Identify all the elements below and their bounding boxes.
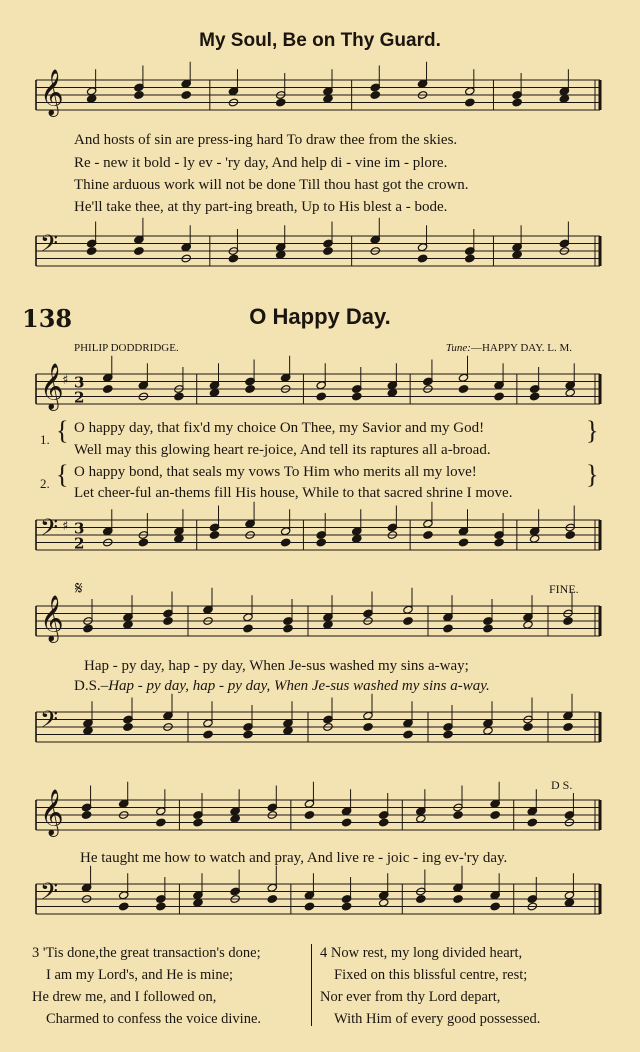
treble-staff-3 [0, 596, 640, 656]
ds-refrain-text: Hap - py day, hap - py day, When Je-sus washed my sins a-way. [108, 678, 490, 694]
hymn-title: My Soul, Be on Thy Guard. [199, 30, 441, 51]
bass-staff-2 [0, 510, 640, 570]
brace-right: } [586, 460, 599, 489]
verse-line: Well may this glowing heart re-joice, And tell its raptures all a-broad. [74, 442, 491, 458]
treble-staff-4 [0, 790, 640, 850]
tune-prefix: Tune: [445, 342, 471, 354]
treble-staff-1 [0, 70, 640, 130]
stanza-number: 4 [320, 945, 328, 961]
svg-text:𝄢: 𝄢 [40, 877, 59, 911]
hymn-title: O Happy Day. [249, 304, 391, 329]
stanza-line: He drew me, and I followed on, [32, 989, 217, 1005]
verse-number: 1. [40, 432, 50, 447]
svg-text:3: 3 [74, 373, 85, 392]
svg-text:𝄢: 𝄢 [40, 513, 59, 547]
svg-text:2: 2 [74, 388, 85, 407]
lyric-line: And hosts of sin are press-ing hard To draw thee from the skies. [74, 132, 458, 148]
stanza-line: 'Tis done,the great transaction's done; [42, 945, 261, 961]
ds-prefix: D.S.– [74, 678, 109, 694]
svg-text:𝄢: 𝄢 [40, 705, 59, 739]
ds-refrain-line [74, 678, 490, 695]
verse-line: Let cheer-ful an-thems fill His house, While to that sacred shrine I move. [74, 485, 513, 501]
fine-label: FINE. [549, 582, 579, 596]
svg-text:𝄢: 𝄢 [40, 229, 59, 263]
stanza-line: Charmed to confess the voice divine. [46, 1011, 262, 1027]
verse-number: 2. [40, 476, 50, 491]
svg-text:2: 2 [74, 534, 85, 553]
bass-staff-1 [0, 226, 640, 286]
tune-name: —HAPPY DAY. L. M. [470, 342, 572, 354]
stanza-line: Now rest, my long divided heart, [330, 945, 523, 961]
stanza-line: Nor ever from thy Lord depart, [320, 989, 501, 1005]
bass-staff-3 [0, 702, 640, 762]
verse-line: O happy bond, that seals my vows To Him who merits all my love! [74, 464, 477, 480]
stanza-divider [311, 944, 312, 1026]
stanza-line: With Him of every good possessed. [334, 1011, 541, 1027]
tune-credit [446, 342, 572, 354]
stanza-4 [320, 942, 540, 1030]
refrain-line: Hap - py day, hap - py day, When Je-sus washed my sins a-way; [84, 658, 469, 674]
bass-staff-4 [0, 874, 640, 934]
svg-text:3: 3 [74, 519, 85, 538]
svg-text:𝄞: 𝄞 [40, 595, 64, 642]
stanza-3 [32, 942, 261, 1030]
svg-text:♯: ♯ [62, 372, 69, 388]
svg-text:𝄞: 𝄞 [40, 69, 64, 116]
treble-staff-2 [0, 364, 640, 424]
author-credit: PHILIP DODDRIDGE. [74, 342, 179, 354]
stanza-line: Fixed on this blissful centre, rest; [334, 967, 528, 983]
svg-text:𝄞: 𝄞 [40, 789, 64, 836]
brace-left: { [56, 460, 69, 489]
brace-right: } [586, 416, 599, 445]
lyric-line: Re - new it bold - ly ev - 'ry day, And help di - vine im - plore. [74, 155, 448, 171]
ds-label: D S. [551, 778, 573, 792]
svg-text:♯: ♯ [62, 518, 69, 534]
lyric-line: He'll take thee, at thy part-ing breath, Up to His blest a - bode. [74, 199, 448, 215]
stanza-line: I am my Lord's, and He is mine; [46, 967, 234, 983]
svg-text:𝄞: 𝄞 [40, 363, 64, 410]
lyric-line: He taught me how to watch and pray, And live re - joic - ing ev-'ry day. [80, 850, 508, 866]
brace-left: { [56, 416, 69, 445]
segno-icon: 𝄋 [75, 578, 83, 598]
lyric-line: Thine arduous work will not be done Till thou hast got the crown. [74, 177, 469, 193]
verse-line: O happy day, that fix'd my choice On Thee, my Savior and my God! [74, 420, 485, 436]
hymn-number: 138 [22, 304, 73, 333]
stanza-number: 3 [32, 945, 40, 961]
